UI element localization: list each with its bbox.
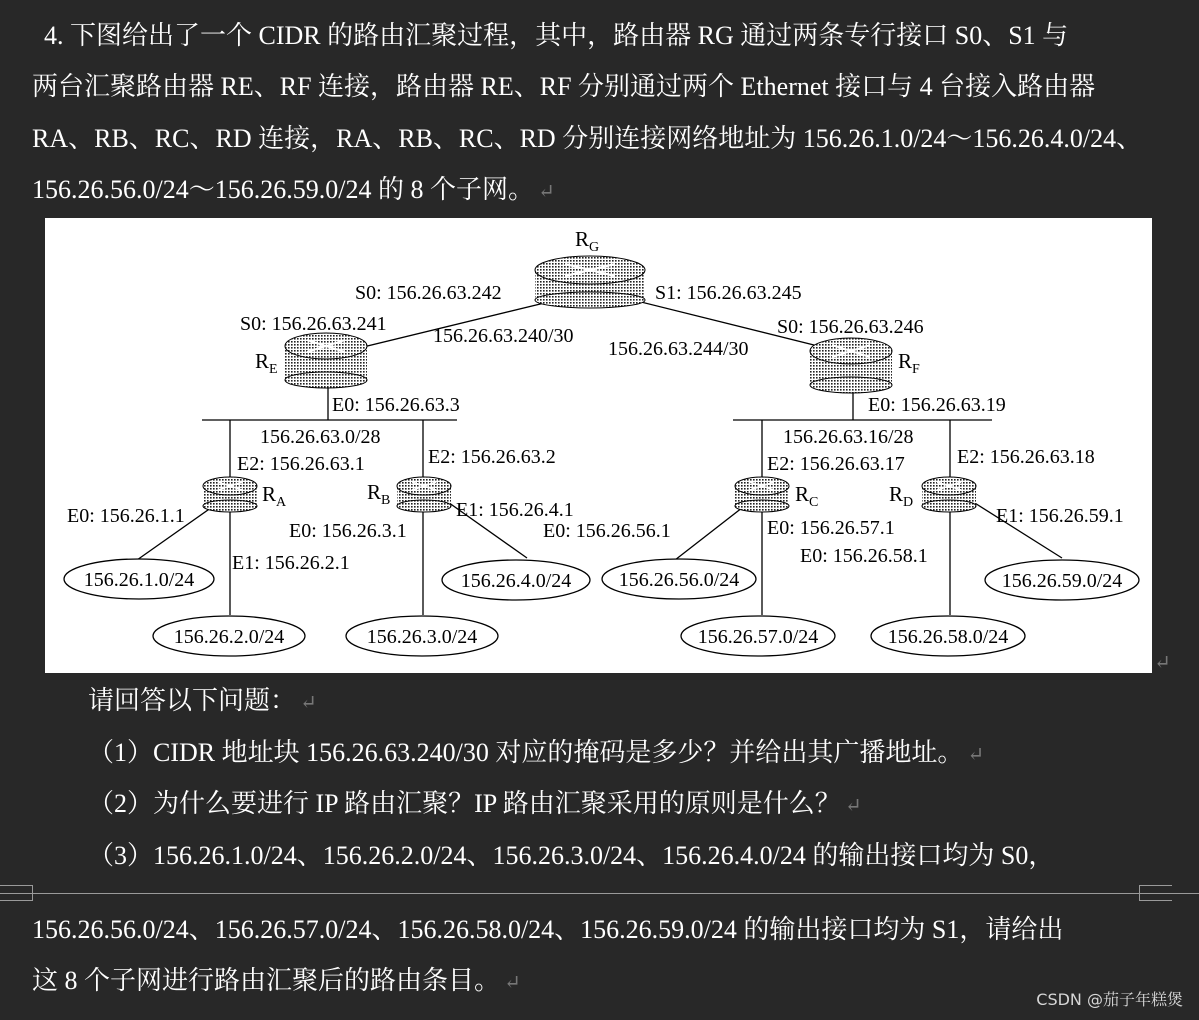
subnet-156-26-3: 156.26.3.0/24 <box>366 626 478 648</box>
question-item-2: （2）为什么要进行 IP 路由汇聚？IP 路由汇聚采用的原则是什么？ ↵ <box>88 789 862 818</box>
question-item-3-line-2: 156.26.56.0/24、156.26.57.0/24、156.26.58.0/24、156.26.59.0/24 的输出接口均为 S1，请给出 <box>32 915 1064 944</box>
subnet-156-26-4: 156.26.4.0/24 <box>460 570 572 592</box>
network-diagram <box>45 218 1152 673</box>
label-rg: $R_G$ <box>575 227 600 255</box>
label-ra-e2: E2: 156.26.63.1 <box>237 453 365 475</box>
label-rc-e0a: E0: 156.26.56.1 <box>543 520 671 542</box>
subnet-156-26-57: 156.26.57.0/24 <box>697 626 819 648</box>
label-ra-e0: E0: 156.26.1.1 <box>67 505 185 527</box>
page-break-corner-right <box>1139 885 1172 901</box>
label-rd-e1: E1: 156.26.59.1 <box>996 505 1124 527</box>
router-rf <box>810 338 892 393</box>
label-right-lan: 156.26.63.16/28 <box>783 426 914 448</box>
subnet-156-26-58: 156.26.58.0/24 <box>887 626 1009 648</box>
question-item-3-line-1: （3）156.26.1.0/24、156.26.2.0/24、156.26.3.0/24、156.26.4.0/24 的输出接口均为 S0， <box>88 841 1055 870</box>
label-rc-e2: E2: 156.26.63.17 <box>767 453 905 475</box>
label-left-link-net: 156.26.63.240/30 <box>433 325 574 347</box>
label-re-s0: S0: 156.26.63.241 <box>240 313 387 335</box>
label-rd-e0: E0: 156.26.58.1 <box>800 545 928 567</box>
subnet-156-26-2: 156.26.2.0/24 <box>173 626 285 648</box>
label-rb-e0: E0: 156.26.3.1 <box>289 520 407 542</box>
question-line-4: 156.26.56.0/24～156.26.59.0/24 的 8 个子网。 ↵ <box>32 175 555 204</box>
label-rb-e1: E1: 156.26.4.1 <box>456 499 574 521</box>
label-rc: $R_C$ <box>795 482 819 510</box>
router-rc <box>735 477 789 512</box>
label-rb-e2: E2: 156.26.63.2 <box>428 446 556 468</box>
question-item-3-line-3: 这 8 个子网进行路由汇聚后的路由条目。 ↵ <box>32 966 521 995</box>
question-line-1: 4. 下图给出了一个 CIDR 的路由汇聚过程，其中，路由器 RG 通过两条专行接口 S0、S1 与 <box>44 21 1069 50</box>
prompt-line: 请回答以下问题： ↵ <box>88 686 317 715</box>
paragraph-mark-icon: ↵ <box>844 795 862 817</box>
watermark: CSDN @茄子年糕煲 <box>1036 990 1183 1009</box>
label-ra: $R_A$ <box>262 482 287 510</box>
figure-paragraph-mark-icon: ↵ <box>1154 650 1171 674</box>
router-rb <box>397 477 451 512</box>
label-rf-s0: S0: 156.26.63.246 <box>777 316 924 338</box>
label-re-e0: E0: 156.26.63.3 <box>332 394 460 416</box>
router-ra <box>203 477 257 512</box>
question-item-1: （1）CIDR 地址块 156.26.63.240/30 对应的掩码是多少？并给出其广播地址。 ↵ <box>88 738 985 767</box>
network-diagram-svg <box>45 218 1152 673</box>
subnet-156-26-1: 156.26.1.0/24 <box>83 569 195 591</box>
router-rd <box>922 477 976 512</box>
label-right-link-net: 156.26.63.244/30 <box>608 338 749 360</box>
paragraph-mark-icon: ↵ <box>967 744 985 766</box>
label-ra-e1: E1: 156.26.2.1 <box>232 552 350 574</box>
paragraph-mark-icon: ↵ <box>504 972 521 994</box>
router-rg <box>535 256 645 308</box>
label-rb: $R_B$ <box>367 480 391 508</box>
page-break-separator <box>0 893 1199 894</box>
label-rd: $R_D$ <box>889 482 914 510</box>
router-re <box>285 333 367 388</box>
label-rd-e2: E2: 156.26.63.18 <box>957 446 1095 468</box>
interface-labels <box>67 282 1124 574</box>
subnet-156-26-56: 156.26.56.0/24 <box>618 569 740 591</box>
subnet-156-26-59: 156.26.59.0/24 <box>1001 570 1123 592</box>
label-left-lan: 156.26.63.0/28 <box>260 426 381 448</box>
label-rg-s1: S1: 156.26.63.245 <box>655 282 802 304</box>
paragraph-mark-icon: ↵ <box>537 181 555 203</box>
label-rf: $R_F$ <box>898 349 920 377</box>
question-line-2: 两台汇聚路由器 RE、RF 连接，路由器 RE、RF 分别通过两个 Ethernet 接口与 4 台接入路由器 <box>32 72 1096 101</box>
label-re: $R_E$ <box>255 349 278 377</box>
paragraph-mark-icon: ↵ <box>300 692 317 714</box>
label-rc-e0b: E0: 156.26.57.1 <box>767 517 895 539</box>
question-line-3: RA、RB、RC、RD 连接，RA、RB、RC、RD 分别连接网络地址为 156.26.1.0/24～156.26.4.0/24、 <box>32 124 1143 153</box>
label-rf-e0: E0: 156.26.63.19 <box>868 394 1006 416</box>
label-rg-s0: S0: 156.26.63.242 <box>355 282 502 304</box>
